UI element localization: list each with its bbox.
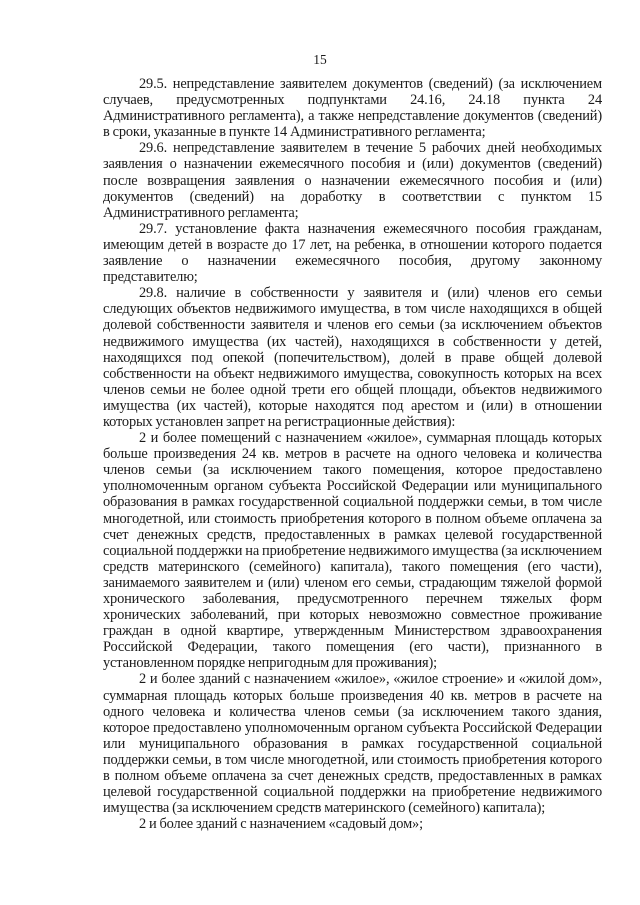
paragraph-29-8: 29.8. наличие в собственности у заявителя и (или) членов его семьи следующих объектов недвижимого имущества, в том числе находящихся в общей долевой собственности заявителя и членов его семьи (за исключением объектов недвижимого имущества (их частей), находящихся в собственности у детей, находящихся под опекой (попечительством), долей в праве общей долевой собственности на объект недвижимого имущества, совокупность которых на всех членов семьи не более одной трети его общей площади, объектов недвижимого имущества (их частей), которые находятся под арестом и (или) в отношении которых установлен запрет на регистрационные действия): <box>103 285 602 430</box>
paragraph-29-5: 29.5. непредставление заявителем документов (сведений) (за исключением случаев, предусмотренных подпунктами 24.16, 24.18 пункта 24 Административного регламента), а также непредставление документов (сведений) в сроки, указанные в пункте 14 Административного регламента; <box>103 76 602 141</box>
document-body <box>103 76 602 832</box>
page-number: 15 <box>313 52 327 67</box>
paragraph-29-6: 29.6. непредставление заявителем в течение 5 рабочих дней необходимых заявления о назначении ежемесячного пособия и (или) документов (сведений) после возвращения заявления о назначении ежемесячного пособия и (или) документов (сведений) на доработку в соответствии с пунктом 15 Административного регламента; <box>103 140 602 221</box>
paragraph-premises: 2 и более помещений с назначением «жилое», суммарная площадь которых больше произведения 24 кв. метров в расчете на одного человека и количества членов семьи (за исключением такого помещения, которое предоставлено уполномоченным органом субъекта Российской Федерации или муниципального образования в рамках государственной социальной поддержки семьи, в том числе многодетной, или стоимость приобретения которого в полном объеме оплачена за счет денежных средств, предоставленных в рамках целевой государственной социальной поддержки на приобретение недвижимого имущества (за исключением средств материнского (семейного) капитала), такого помещения (его части), занимаемого заявителем и (или) членом его семьи, страдающим тяжелой формой хронического заболевания, предусмотренного перечнем тяжелых форм хронических заболеваний, при которых невозможно совместное проживание граждан в одной квартире, утвержденным Министерством здравоохранения Российской Федерации, такого помещения (его части), признанного в установленном порядке непригодным для проживания); <box>103 430 602 672</box>
paragraph-29-7: 29.7. установление факта назначения ежемесячного пособия гражданам, имеющим детей в возрасте до 17 лет, на ребенка, в отношении которого подается заявление о назначении ежемесячного пособия, другому законному представителю; <box>103 220 602 286</box>
paragraph-buildings: 2 и более зданий с назначением «жилое», «жилое строение» и «жилой дом», суммарная площадь которых больше произведения 40 кв. метров в расчете на одного человека и количества членов семьи (за исключением такого здания, которое предоставлено уполномоченным органом субъекта Российской Федерации или муниципального образования в рамках государственной социальной поддержки семьи, в том числе многодетной, или стоимость приобретения которого в полном объеме оплачена за счет денежных средств, предоставленных в рамках целевой государственной социальной поддержки на приобретение недвижимого имущества (за исключением средств материнского (семейного) капитала); <box>103 671 602 817</box>
paragraph-garden-houses: 2 и более зданий с назначением «садовый дом»; <box>139 816 423 833</box>
